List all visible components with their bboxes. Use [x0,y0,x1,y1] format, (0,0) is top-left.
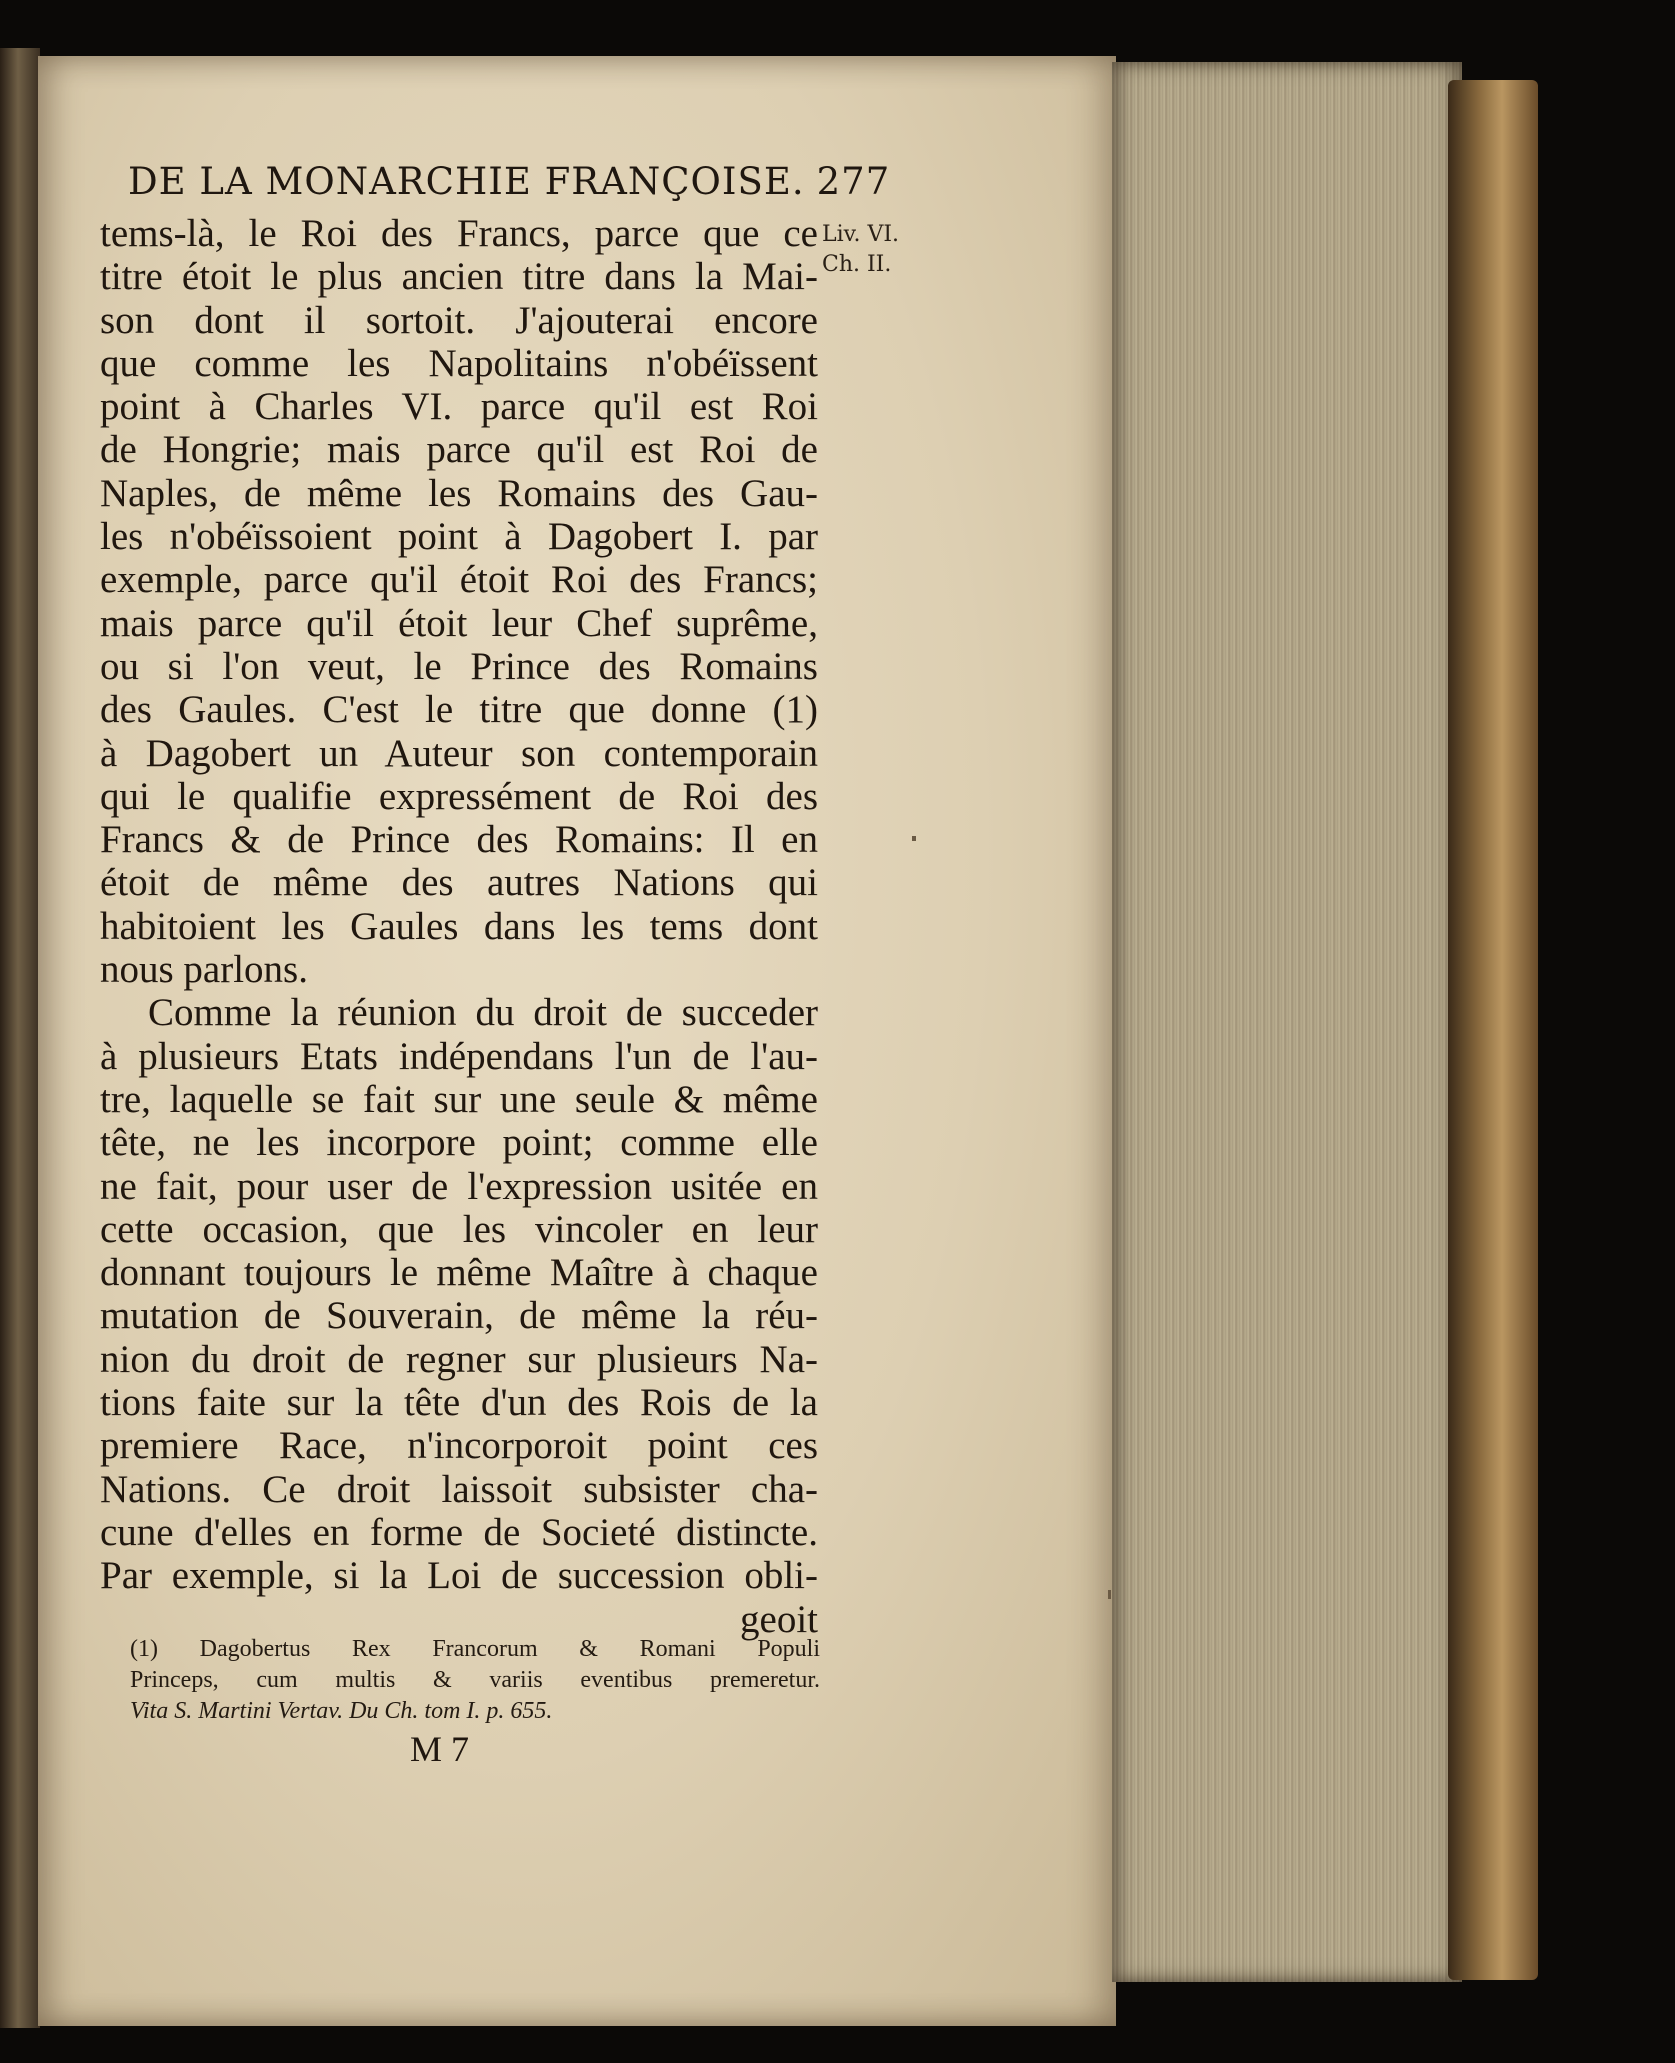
text-line: Naples, de même les Romains des Gau- [100,471,818,515]
paper-speck [912,836,916,841]
text-line: donnant toujours le même Maître à chaque [100,1251,818,1295]
text-line: tems-là, le Roi des Francs, parce que ce [100,212,818,255]
text-line: qui le qualifie expressément de Roi des [100,774,818,818]
text-line: tions faite sur la tête d'un des Rois de la [100,1381,818,1425]
text-line: mais parce qu'il étoit leur Chef suprême, [100,601,818,645]
text-line: Nations. Ce droit laissoit subsister cha- [100,1467,818,1511]
text-line: ne fait, pour user de l'expression usitée en [100,1164,818,1208]
text-line: cune d'elles en forme de Societé distincte. [100,1510,818,1554]
text-line: son dont il sortoit. J'ajouterai encore [100,298,818,342]
text-line: point à Charles VI. parce qu'il est Roi [100,385,818,429]
text-line: nion du droit de regner sur plusieurs Na- [100,1337,818,1381]
text-line: des Gaules. C'est le titre que donne (1) [100,688,818,732]
footnote-line: Princeps, cum multis & variis eventibus premeretur. [130,1667,820,1693]
text-line: titre étoit le plus ancien titre dans la Mai- [100,255,818,299]
signature-mark: M 7 [410,1729,470,1769]
text-line: tête, ne les incorpore point; comme elle [100,1121,818,1165]
text-line: habitoient les Gaules dans les tems dont [100,904,818,948]
text-line: Francs & de Prince des Romains: Il en [100,818,818,862]
paper-speck [1108,1590,1111,1599]
running-head-title: DE LA MONARCHIE FRANÇOISE. [128,160,805,203]
text-line: à Dagobert un Auteur son contemporain [100,731,818,775]
margin-note-chapter: Ch. II. [822,252,892,277]
margin-note-book: Liv. VI. [822,222,900,247]
book-cover-edge [1448,80,1538,1980]
text-line: de Hongrie; mais parce qu'il est Roi de [100,428,818,472]
text-line: mutation de Souverain, de même la réu- [100,1294,818,1338]
text-line: que comme les Napolitains n'obéïssent [100,341,818,385]
footnote-line: (1) Dagobertus Rex Francorum & Romani Populi [130,1636,820,1662]
text-line: geoit [740,1597,818,1641]
text-line: Comme la réunion du droit de succeder [148,991,818,1035]
text-line: Par exemple, si la Loi de succession obli- [100,1554,818,1598]
text-line: étoit de même des autres Nations qui [100,861,818,905]
text-line: premiere Race, n'incorporoit point ces [100,1424,818,1468]
margin-note [822,220,899,280]
running-head [128,160,891,203]
previous-page-edge [0,48,40,2028]
footnote-citation: Vita S. Martini Vertav. Du Ch. tom I. p. 655. [130,1698,553,1724]
text-line: tre, laquelle se fait sur une seule & même [100,1077,818,1121]
text-line: ou si l'on veut, le Prince des Romains [100,644,818,688]
page-number: 277 [816,160,891,203]
text-line: nous parlons. [100,948,308,992]
page-fore-edge [1112,62,1462,1982]
text-line: les n'obéïssoient point à Dagobert I. par [100,515,818,559]
text-line: à plusieurs Etats indépendans l'un de l'au- [100,1034,818,1078]
text-line: cette occasion, que les vincoler en leur [100,1207,818,1251]
footnote [130,1634,820,1727]
body-text [100,212,818,1641]
text-line: exemple, parce qu'il étoit Roi des Francs; [100,558,818,602]
